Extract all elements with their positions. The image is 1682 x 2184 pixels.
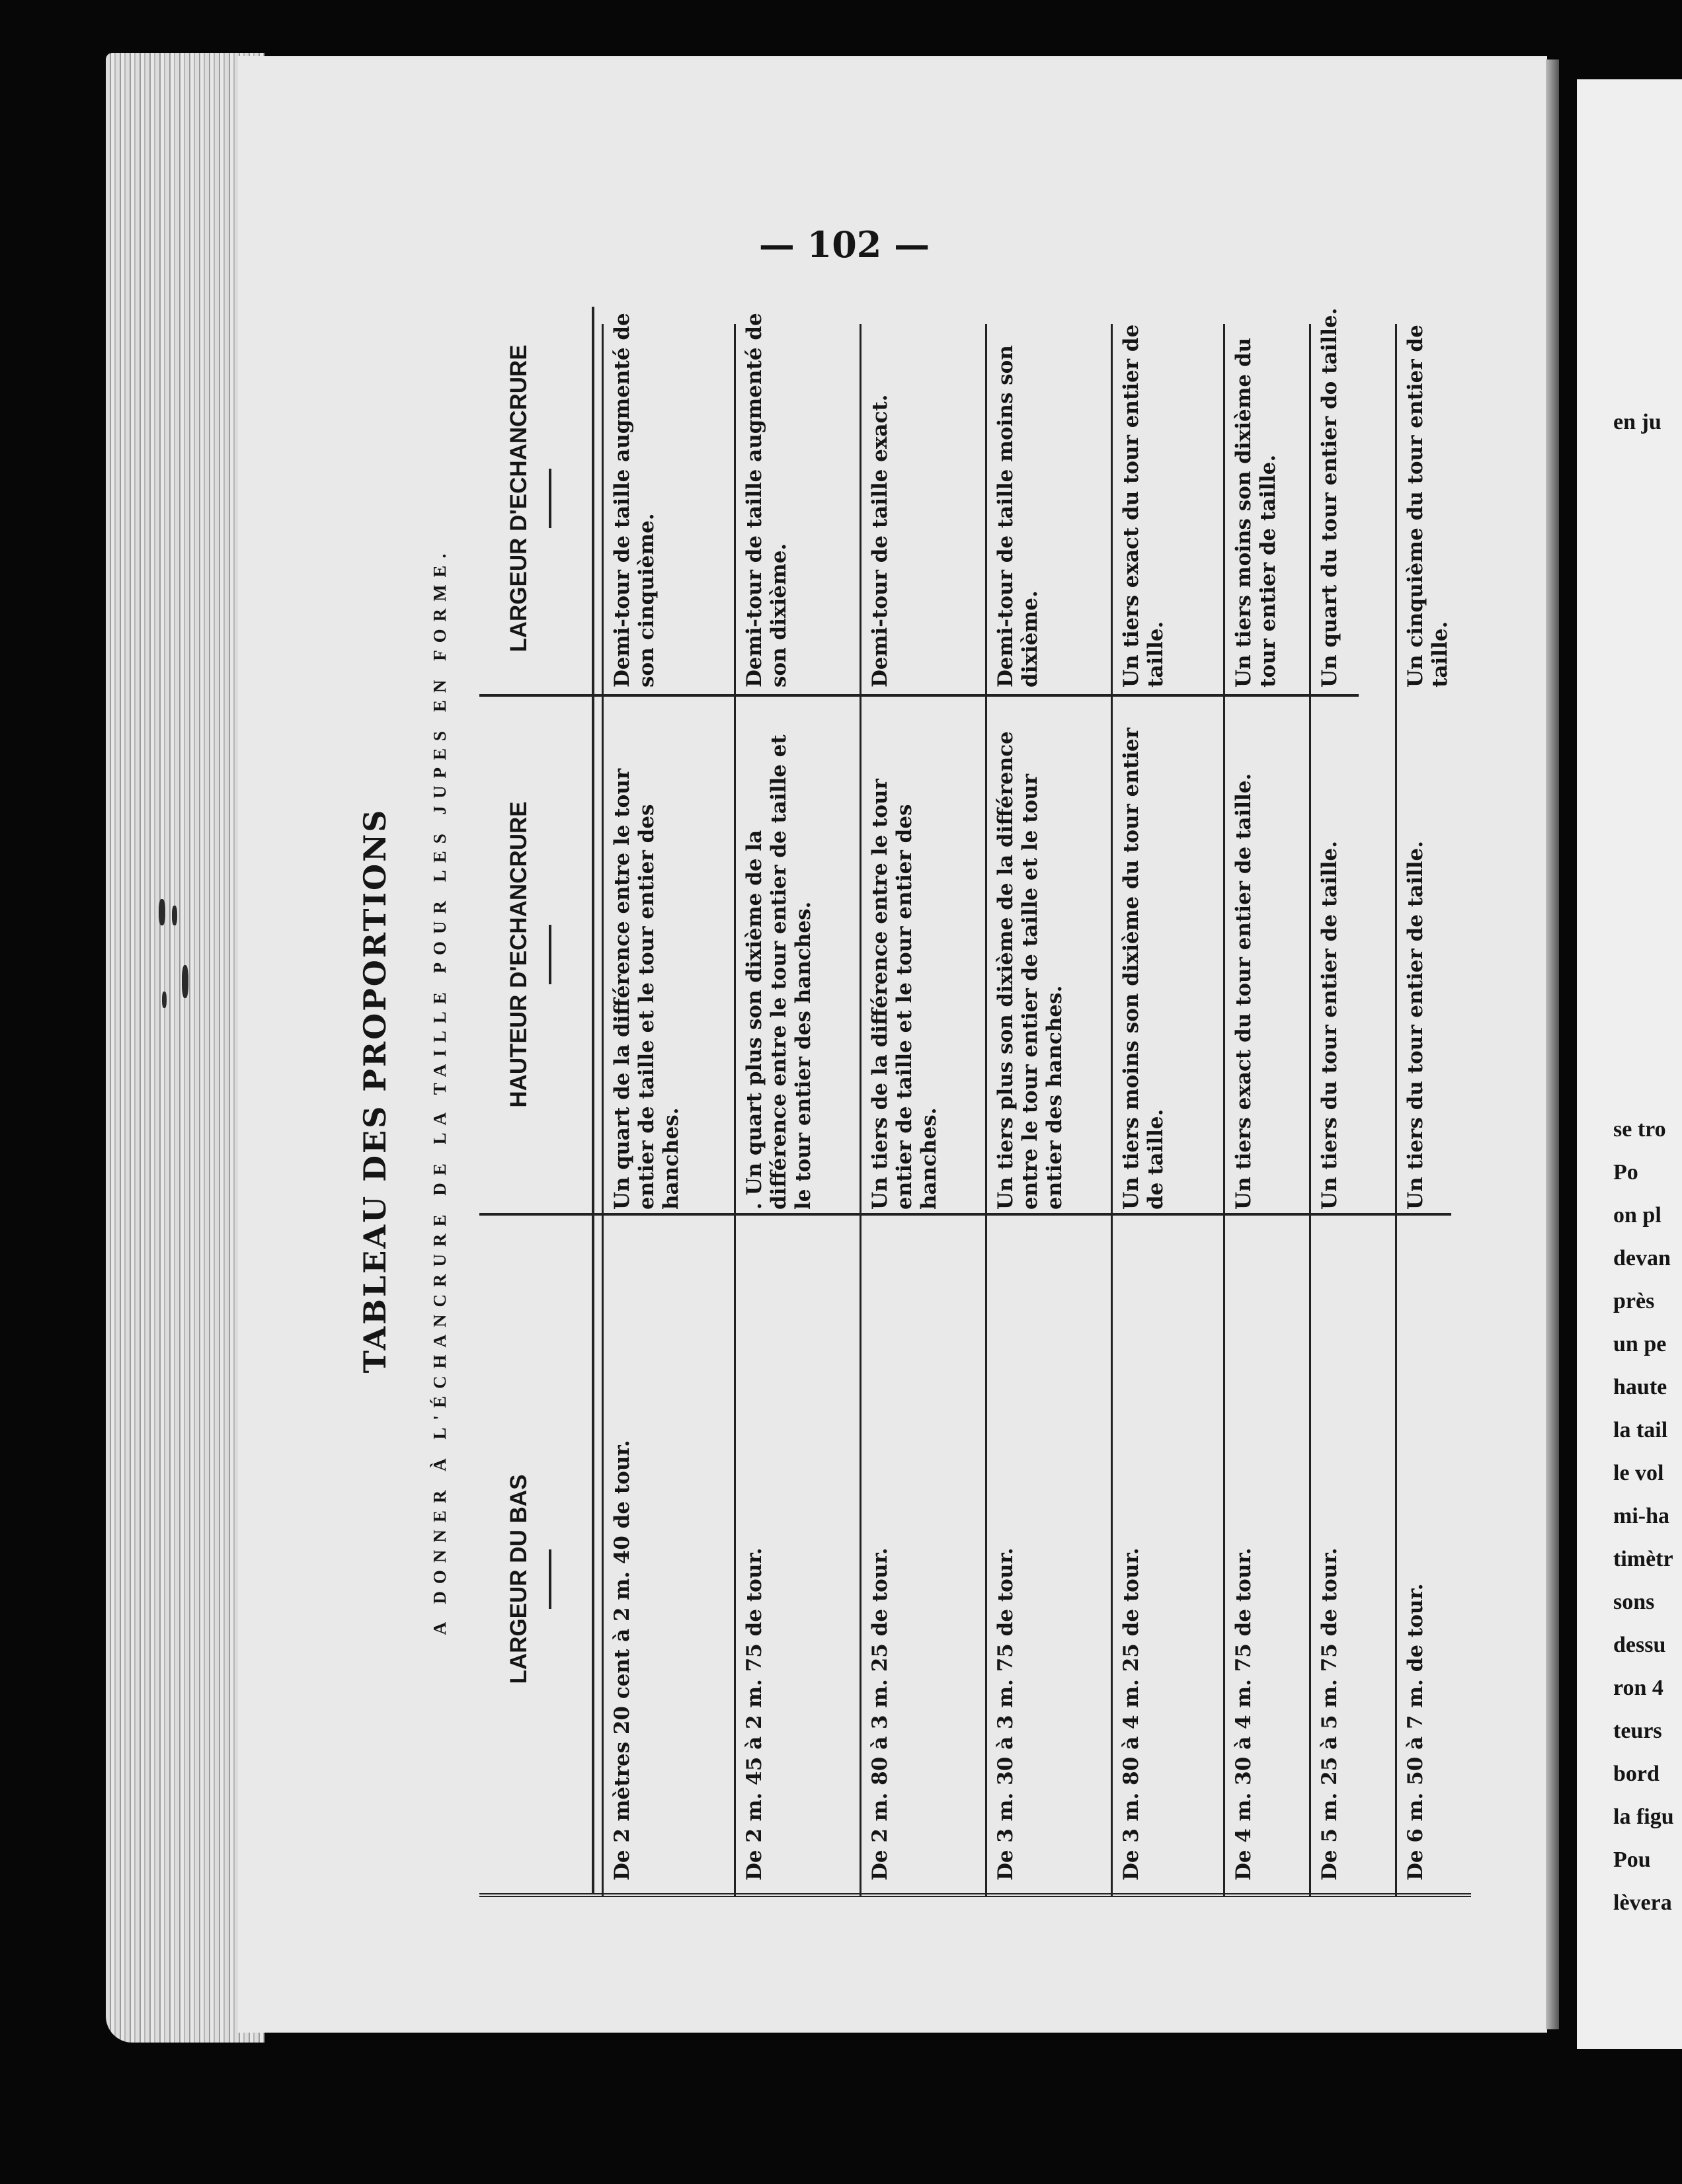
- cell-largeur-bas: De 3 m. 30 à 3 m. 75 de tour.: [994, 1547, 1018, 1881]
- right-page-line: sons: [1613, 1590, 1655, 1614]
- right-page-line: près: [1613, 1289, 1655, 1313]
- rotated-table-page: [344, 223, 1468, 1917]
- cell-largeur: Demi-tour de taille augmenté de son dixième.: [742, 313, 791, 687]
- table-title: TABLEAU DES PROPORTIONS: [357, 808, 393, 1374]
- header-rule: [592, 307, 594, 1893]
- cell-largeur-bas: De 4 m. 30 à 4 m. 75 de tour.: [1232, 1547, 1256, 1881]
- right-page-line: lèvera: [1613, 1891, 1672, 1915]
- cell-largeur: Demi-tour de taille exact.: [868, 394, 892, 687]
- cell-largeur: Demi-tour de taille moins son dixième.: [994, 345, 1043, 687]
- cell-hauteur: Un tiers du tour entier de taille.: [1404, 840, 1427, 1210]
- cell-largeur-bas: De 3 m. 80 à 4 m. 25 de tour.: [1119, 1547, 1143, 1881]
- cell-hauteur: Un tiers du tour entier de taille.: [1318, 840, 1342, 1210]
- book-gutter: [1546, 59, 1559, 2029]
- header-largeur-bas: LARGEUR DU BAS: [506, 1364, 551, 1794]
- cell-largeur-bas: De 5 m. 25 à 5 m. 75 de tour.: [1318, 1547, 1342, 1881]
- right-page-line: Pou: [1613, 1848, 1651, 1872]
- header-hauteur-echancrure: HAUTEUR D'ECHANCRURE: [506, 717, 551, 1192]
- right-page: [1577, 79, 1682, 2049]
- table-row: [1309, 307, 1342, 1897]
- cell-largeur-bas: De 6 m. 50 à 7 m. de tour.: [1404, 1583, 1427, 1881]
- cell-largeur: Un tiers moins son dixième du tour entier de taille.: [1232, 337, 1281, 687]
- table-row: [860, 324, 941, 1897]
- right-page-line: mi-ha: [1613, 1504, 1669, 1528]
- cell-largeur: Un cinquième du tour entier de taille.: [1404, 325, 1453, 687]
- right-page-line: teurs: [1613, 1719, 1662, 1743]
- right-page-line: la tail: [1613, 1418, 1668, 1442]
- right-page-line: se tro: [1613, 1117, 1666, 1142]
- right-page-line: on pl: [1613, 1203, 1662, 1228]
- cell-hauteur: Un tiers plus son dixième de la différence entre le tour entier de taille et le tour entier des hanches.: [994, 731, 1067, 1210]
- right-page-line: haute: [1613, 1375, 1667, 1399]
- cell-hauteur: Un tiers de la différence entre le tour entier de taille et le tour entier des hanches.: [868, 779, 941, 1210]
- right-page-line: bord: [1613, 1762, 1660, 1786]
- header-largeur-echancrure: LARGEUR D'ECHANCRURE: [506, 313, 551, 683]
- right-page-line: dessu: [1613, 1633, 1666, 1657]
- table-row: [1395, 324, 1453, 1897]
- table-row: [1111, 324, 1168, 1897]
- cell-largeur-bas: De 2 m. 80 à 3 m. 25 de tour.: [868, 1547, 892, 1881]
- page-number: — 102 —: [758, 223, 930, 266]
- table-row: [1223, 324, 1281, 1897]
- right-page-line: la figu: [1613, 1805, 1674, 1829]
- cell-largeur-bas: De 2 mètres 20 cent à 2 m. 40 de tour.: [610, 1440, 634, 1881]
- column-rule-1: [479, 1213, 1451, 1216]
- cell-largeur-bas: De 2 m. 45 à 2 m. 75 de tour.: [742, 1547, 766, 1881]
- cell-largeur: Demi-tour de taille augmenté de son cinquième.: [610, 313, 659, 687]
- right-page-line: ron 4: [1613, 1676, 1663, 1700]
- cell-largeur: Un quart du tour entier do taille.: [1318, 307, 1342, 687]
- right-page-line: timètr: [1613, 1547, 1673, 1571]
- cell-hauteur: Un tiers exact du tour entier de taille.: [1232, 773, 1256, 1210]
- right-page-line: en ju: [1613, 410, 1662, 434]
- right-page-line: un pe: [1613, 1332, 1667, 1356]
- cell-hauteur: Un quart de la différence entre le tour entier de taille et le tour entier des hanches.: [610, 768, 684, 1210]
- table-row: [985, 324, 1067, 1897]
- table-row: [734, 313, 816, 1897]
- column-rule-2: [479, 694, 1359, 697]
- margin-marks: [152, 899, 198, 1018]
- cell-hauteur: . Un quart plus son dixième de la différence entre le tour entier de taille et le tour entier des hanches.: [742, 734, 816, 1210]
- cell-largeur: Un tiers exact du tour entier de taille.: [1119, 324, 1168, 687]
- right-page-line: Po: [1613, 1160, 1638, 1185]
- right-page-line: le vol: [1613, 1461, 1664, 1485]
- table-subtitle: A DONNER À L'ÉCHANCRURE DE LA TAILLE POUR LES JUPES EN FORME.: [430, 546, 450, 1635]
- cell-hauteur: Un tiers moins son dixième du tour entier de taille.: [1119, 727, 1168, 1210]
- right-page-line: devan: [1613, 1246, 1671, 1270]
- table-row: [602, 313, 684, 1897]
